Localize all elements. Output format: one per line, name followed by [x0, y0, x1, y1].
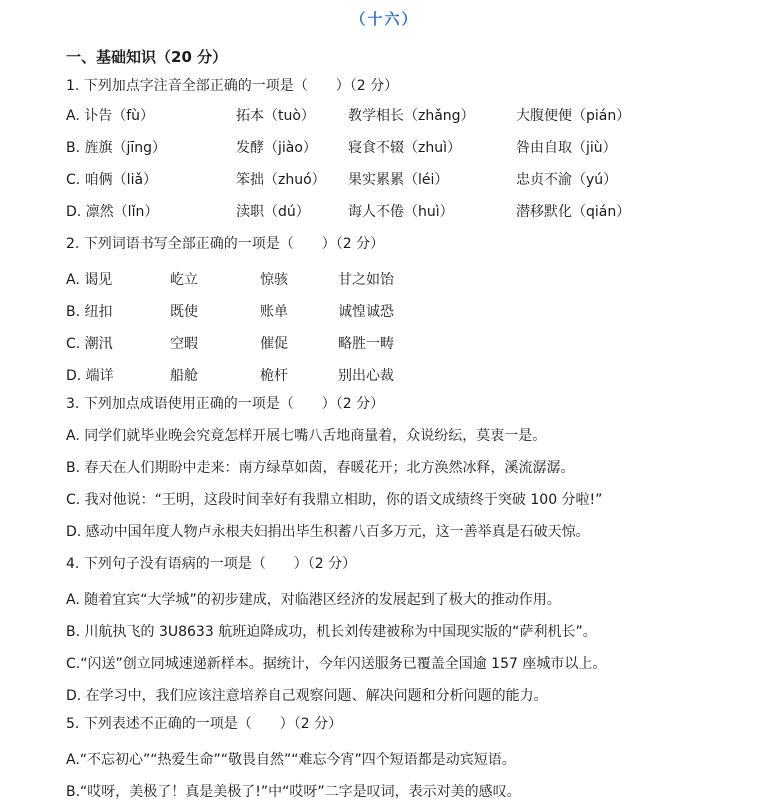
q1-d-4: 潜移默化（qián） [516, 204, 631, 220]
q1-d-3: 诲人不倦（huì） [348, 204, 454, 220]
q3-option-c: C. 我对他说：“王明，这段时间幸好有我鼎立相助，你的语文成绩终于突破 100 分啦!” [66, 492, 603, 508]
q1-d-2: 渎职（dú） [236, 204, 310, 220]
q2-d-3: 桅杆 [260, 368, 288, 384]
q2-d-1: D. 端详 [66, 368, 114, 384]
q1-a-1: A. 讣告（fù） [66, 108, 155, 124]
q1-c-2: 笨拙（zhuó） [236, 172, 326, 188]
q4-option-b: B. 川航执飞的 3U8633 航班迫降成功，机长刘传建被称为中国现实版的“萨利机长”。 [66, 624, 597, 640]
q2-b-4: 诚惶诚恐 [338, 304, 394, 320]
q1-d-1: D. 凛然（lǐn） [66, 204, 159, 220]
q1-b-1: B. 旌旗（jīng） [66, 140, 167, 156]
page-title: （十六） [350, 10, 419, 28]
question-2-stem: 2. 下列词语书写全部正确的一项是（ ）（2 分） [66, 236, 385, 252]
q1-a-4: 大腹便便（pián） [516, 108, 631, 124]
q1-c-3: 果实累累（léi） [348, 172, 449, 188]
q2-b-3: 账单 [260, 304, 288, 320]
q2-c-3: 催促 [260, 336, 288, 352]
q2-d-4: 别出心裁 [338, 368, 394, 384]
q3-option-d: D. 感动中国年度人物卢永根夫妇捐出毕生积蓄八百多万元，这一善举真是石破天惊。 [66, 524, 590, 540]
q2-c-2: 空暇 [170, 336, 198, 352]
q2-c-1: C. 潮汛 [66, 336, 113, 352]
q1-b-3: 寝食不辍（zhuì） [348, 140, 461, 156]
q4-option-a: A. 随着宜宾“大学城”的初步建成，对临港区经济的发展起到了极大的推动作用。 [66, 592, 561, 608]
q2-d-2: 船舱 [170, 368, 198, 384]
question-1-stem: 1. 下列加点字注音全部正确的一项是（ ）（2 分） [66, 78, 399, 94]
q1-a-2: 拓本（tuò） [236, 108, 315, 124]
section-heading: 一、基础知识（20 分） [66, 48, 228, 66]
q2-b-2: 既使 [170, 304, 198, 320]
q2-a-2: 屹立 [170, 272, 198, 288]
q2-a-1: A. 谒见 [66, 272, 113, 288]
q1-b-2: 发酵（jiào） [236, 140, 317, 156]
q3-option-b: B. 春天在人们期盼中走来：南方绿草如茵，春暖花开；北方涣然冰释，溪流潺潺。 [66, 460, 575, 476]
question-4-stem: 4. 下列句子没有语病的一项是（ ）（2 分） [66, 556, 357, 572]
q4-option-c: C.“闪送”创立同城速递新样本。据统计，今年闪送服务已覆盖全国逾 157 座城市以上。 [66, 656, 607, 672]
q2-a-4: 甘之如饴 [338, 272, 394, 288]
q2-c-4: 略胜一畴 [338, 336, 394, 352]
question-5-stem: 5. 下列表述不正确的一项是（ ）（2 分） [66, 716, 343, 732]
q1-c-4: 忠贞不渝（yú） [516, 172, 618, 188]
q1-c-1: C. 咱俩（liǎ） [66, 172, 158, 188]
question-3-stem: 3. 下列加点成语使用正确的一项是（ ）（2 分） [66, 396, 385, 412]
q2-a-3: 惊骇 [260, 272, 288, 288]
q1-b-4: 咎由自取（jiù） [516, 140, 617, 156]
q5-option-a: A.“不忘初心”“热爱生命”“敬畏自然”“难忘今宵”四个短语都是动宾短语。 [66, 752, 516, 768]
q4-option-d: D. 在学习中，我们应该注意培养自己观察问题、解决问题和分析问题的能力。 [66, 688, 548, 704]
q5-option-b: B.“哎呀，美极了！真是美极了!”中“哎呀”二字是叹词，表示对美的感叹。 [66, 784, 521, 800]
q3-option-a: A. 同学们就毕业晚会究竟怎样开展七嘴八舌地商量着，众说纷纭，莫衷一是。 [66, 428, 547, 444]
q2-b-1: B. 纽扣 [66, 304, 113, 320]
q1-a-3: 教学相长（zhǎng） [348, 108, 475, 124]
